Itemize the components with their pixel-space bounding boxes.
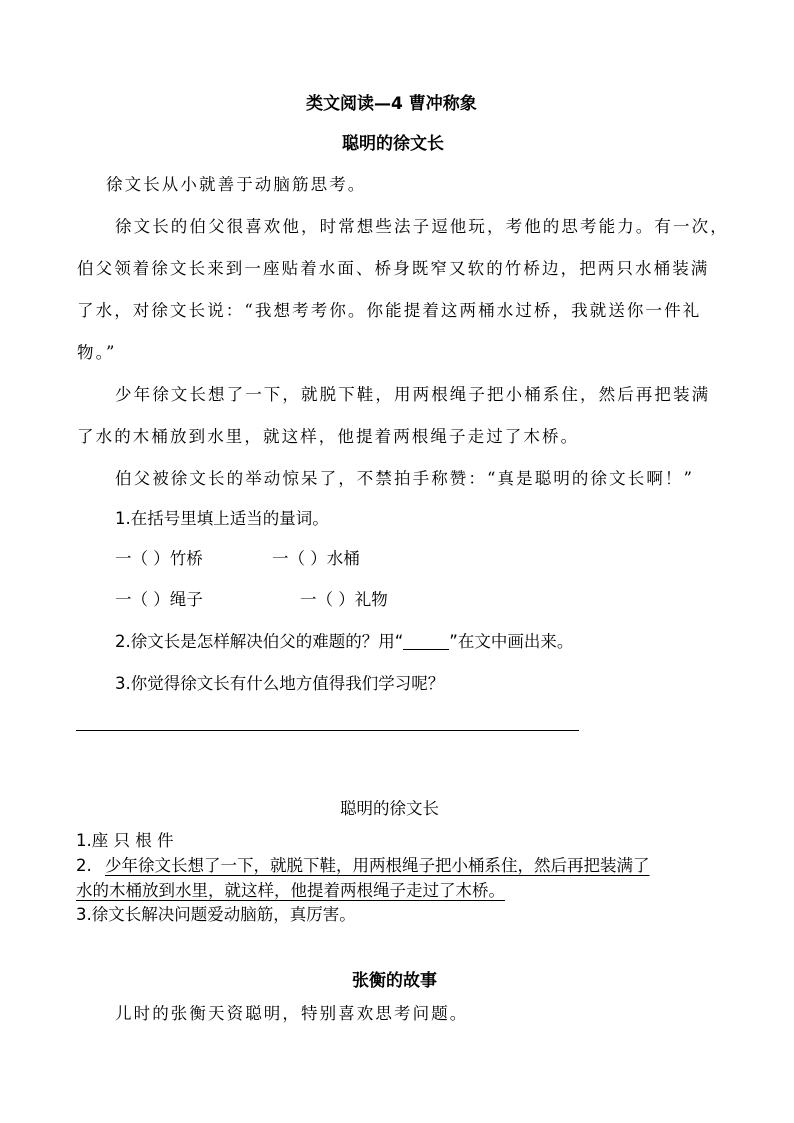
underline-blank [403,635,449,650]
answer-2-underlined-text-2: 水的木桶放到水里，就这样，他提着两根绳子走过了木桥。 [76,881,505,900]
story-2-title: 张衡的故事 [352,971,437,991]
question-1-blank-gift: 一（ ）礼物 [300,590,388,609]
answer-2-number: 2. [76,856,92,875]
passage-paragraph-3-line-2: 了水的木桶放到水里，就这样，他提着两根绳子走过了木桥。 [77,427,580,446]
answer-2-underlined-text-1: 少年徐文长想了一下，就脱下鞋，用两根绳子把小桶系住，然后再把装满了 [105,856,650,875]
answer-line [76,730,579,731]
passage-paragraph-3-line-1: 少年徐文长想了一下，就脱下鞋，用两根绳子把小桶系住，然后再把装满 [115,385,711,404]
passage-paragraph-2-line-3: 了水，对徐文长说：“我想考考你。你能提着这两桶水过桥，我就送你一件礼 [77,301,702,320]
passage-paragraph-1: 徐文长从小就善于动脑筋思考。 [106,175,367,194]
answer-3: 3.徐文长解决问题爱动脑筋，真厉害。 [76,905,356,924]
story-2-paragraph-1: 儿时的张衡天资聪明，特别喜欢思考问题。 [115,1004,469,1023]
passage-paragraph-2-line-1: 徐文长的伯父很喜欢他，时常想些法子逗他玩，考他的思考能力。有一次， [115,217,729,236]
question-1-blank-bamboo-bridge: 一（ ）竹桥 [115,549,203,568]
question-2-text-before: 2.徐文长是怎样解决伯父的难题的？用“ [115,632,404,651]
answer-1: 1.座 只 根 件 [76,831,174,850]
passage-paragraph-4: 伯父被徐文长的举动惊呆了，不禁拍手称赞：“真是聪明的徐文长啊！” [115,469,695,488]
question-3: 3.你觉得徐文长有什么地方值得我们学习呢？ [115,674,445,693]
passage-paragraph-2-line-4: 物。” [77,343,117,362]
question-1-blank-rope: 一（ ）绳子 [115,590,203,609]
story-title: 聪明的徐文长 [342,134,444,154]
question-1: 1.在括号里填上适当的量词。 [115,509,329,528]
question-1-blank-bucket: 一（ ）水桶 [272,549,360,568]
answer-2-line-1 [76,852,650,876]
answer-key-heading: 聪明的徐文长 [340,799,439,818]
passage-paragraph-2-line-2: 伯父领着徐文长来到一座贴着水面、桥身既窄又软的竹桥边，把两只水桶装满 [77,259,710,278]
question-2 [115,628,573,652]
question-2-text-after: ”在文中画出来。 [449,632,574,651]
worksheet-title: 类文阅读—4 曹冲称象 [306,94,477,114]
answer-2-line-2 [76,877,505,901]
